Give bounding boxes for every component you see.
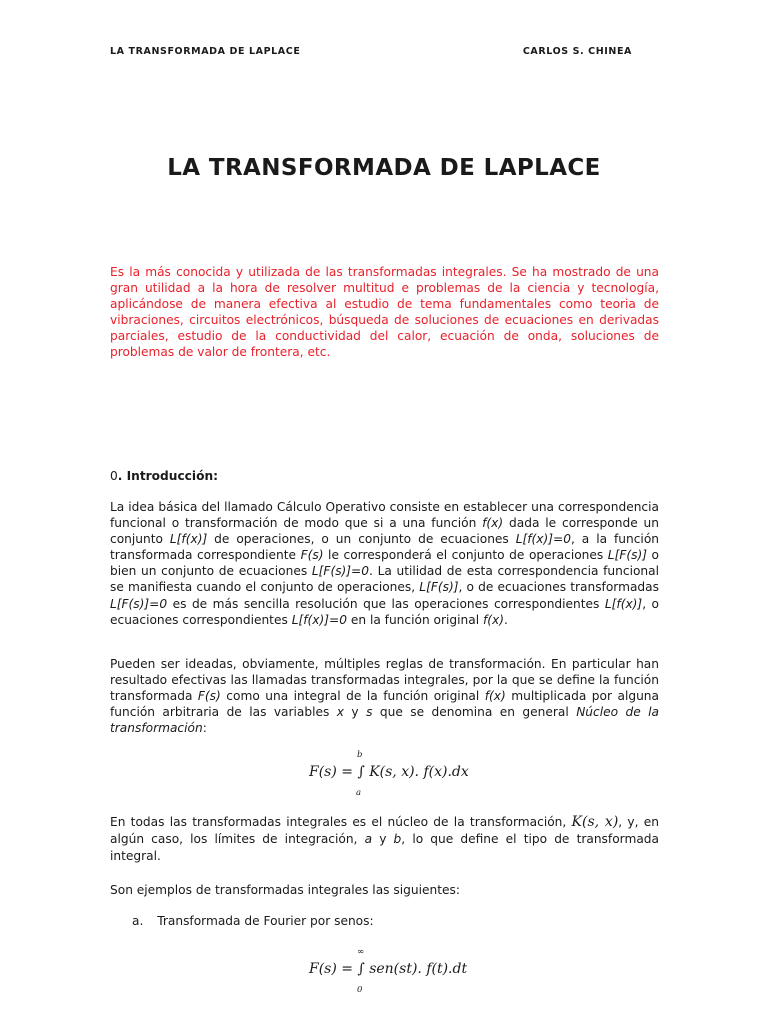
math-run: b	[393, 832, 402, 846]
intro-paragraph-3	[110, 814, 659, 865]
text-run: es de más sencilla resolución que las operaciones correspondientes	[167, 596, 605, 611]
fourier-sine-formula	[309, 949, 469, 993]
math-run: F(s)	[197, 689, 221, 704]
text-run: , y, en algún caso, los límites de integración,	[110, 815, 659, 846]
header-title: LA TRANSFORMADA DE LAPLACE	[110, 46, 301, 57]
lower-limit: a	[356, 788, 362, 798]
math-run: f(x)	[482, 516, 504, 531]
intro-paragraph-1	[110, 499, 659, 628]
math-run: L[f(x)]	[604, 596, 643, 611]
section-number: 0	[110, 469, 118, 483]
math-run: a	[364, 832, 373, 846]
lower-limit: 0	[357, 985, 363, 995]
section-title: . Introducción:	[117, 469, 219, 483]
text-run: en la función original	[346, 612, 483, 627]
upper-limit: ∞	[357, 947, 365, 957]
text-run: o bien un conjunto de ecuaciones	[110, 548, 659, 579]
header-author: CARLOS S. CHINEA	[522, 46, 632, 57]
text-run: En todas las transformadas integrales es el núcleo de la transformación,	[110, 815, 572, 829]
list-label: Transformada de Fourier por senos:	[157, 914, 374, 928]
text-run: La idea básica del llamado Cálculo Operativo consiste en establecer una correspondencia funcional o transformación de modo que si a una función	[110, 500, 659, 531]
text-run: , o de ecuaciones transformadas	[458, 580, 659, 595]
list-item	[132, 914, 374, 928]
math-run: L[f(x)]=0	[291, 612, 347, 627]
section-heading	[110, 469, 218, 483]
text-run: . La utilidad de esta correspondencia funcional se manifiesta cuando el conjunto de operaciones,	[110, 564, 659, 595]
text-run: que se denomina en general	[372, 705, 577, 720]
math-run: s	[366, 705, 373, 720]
math-run: f(x)	[482, 612, 504, 627]
formula-expression: F(s) = ∫ sen(st). f(t).dt	[309, 961, 468, 977]
text-run: dada le corresponde un conjunto	[110, 516, 659, 547]
math-run: L[F(s)]	[607, 548, 647, 563]
math-run: f(x)	[484, 689, 506, 704]
text-run: , o ecuaciones correspondientes	[110, 596, 659, 627]
intro-paragraph-4: Son ejemplos de transformadas integrales las siguientes:	[110, 883, 460, 897]
math-run: x	[336, 705, 345, 720]
text-run: y	[372, 832, 394, 846]
math-run: L[F(s)]	[419, 580, 459, 595]
text-run: multiplicada por alguna función arbitraria de las variables	[110, 689, 659, 720]
formula-expression: F(s) = ∫ K(s, x). f(x).dx	[309, 764, 469, 780]
text-run: :	[202, 721, 207, 736]
math-run: L[F(s)]=0	[311, 564, 370, 579]
text-run: como una integral de la función original	[220, 689, 485, 704]
text-run: de operaciones, o un conjunto de ecuaciones	[207, 532, 516, 547]
document-title: LA TRANSFORMADA DE LAPLACE	[167, 155, 601, 181]
list-marker: a.	[132, 914, 144, 928]
intro-paragraph-2	[110, 656, 659, 736]
text-run: le corresponderá el conjunto de operaciones	[323, 548, 608, 563]
text-run: y	[344, 705, 367, 720]
math-run: L[f(x)]	[169, 532, 208, 547]
math-run: F(s)	[300, 548, 324, 563]
math-run: L[f(x)]=0	[515, 532, 571, 547]
text-run: , a la función transformada correspondiente	[110, 532, 660, 563]
abstract-paragraph: Es la más conocida y utilizada de las transformadas integrales. Se ha mostrado de una gran utilidad a la hora de resolver multitud e problemas de la ciencia y tecnología, aplicándose de manera efectiva al estudio de tema fundamentales como teoria de vibraciones, circuitos electrónicos, búsqueda de soluciones de ecuaciones en derivadas parciales, estudio de la conductividad del calor, ecuación de onda, soluciones de problemas de valor de frontera, etc.	[110, 265, 659, 360]
integral-transform-formula	[309, 752, 479, 796]
text-run: Pueden ser ideadas, obviamente, múltiples reglas de transformación. En particular han resultado efectivas las llamadas transformadas integrales, por la que se define la función transformada	[110, 657, 659, 704]
text-run: .	[504, 612, 508, 627]
math-run: K(s, x)	[571, 814, 619, 830]
text-run: , lo que define el tipo de transformada integral.	[110, 832, 659, 863]
upper-limit: b	[357, 750, 363, 760]
math-run: L[F(s)]=0	[110, 596, 168, 611]
math-run: Núcleo de la transformación	[110, 705, 659, 736]
